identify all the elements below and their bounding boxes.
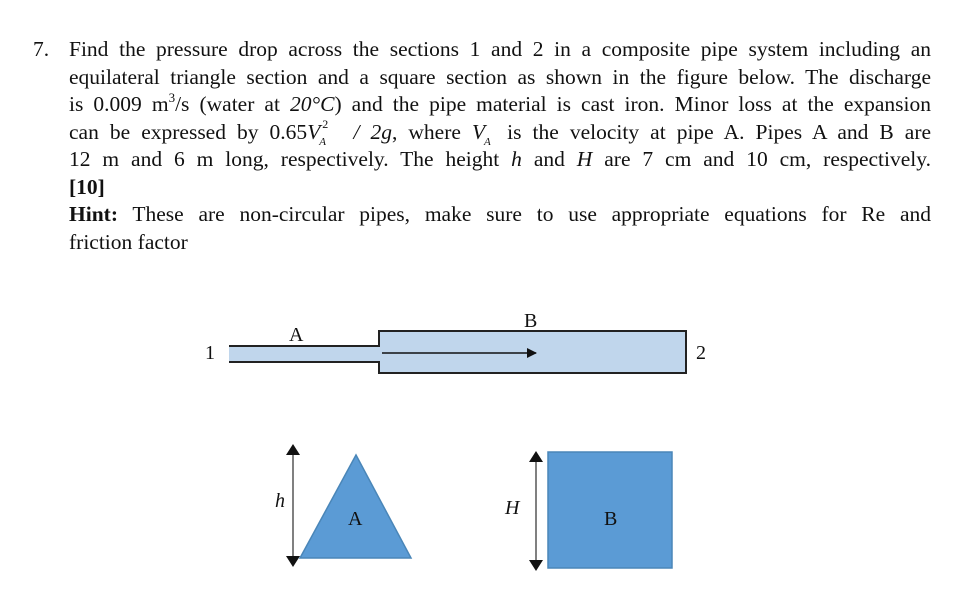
- pipe-a: [229, 346, 379, 362]
- pipe-b-label: B: [524, 310, 538, 332]
- statement-line-2: equilateral triangle section and a square section as shown in the figure below. The discharge: [69, 64, 931, 89]
- h-label: h: [275, 490, 285, 512]
- section-1-label: 1: [205, 342, 215, 364]
- statement-line-5: 12 m and 6 m long, respectively. The height h and H are 7 cm and 10 cm, respectively.: [69, 147, 931, 171]
- hint-line-2: friction factor: [69, 229, 188, 254]
- hint-line-1: Hint: These are non-circular pipes, make sure to use appropriate equations for Re and: [69, 202, 931, 226]
- marks: [10]: [69, 174, 105, 199]
- statement-line-1: Find the pressure drop across the sections 1 and 2 in a composite pipe system including an: [69, 37, 931, 61]
- pipe-a-label: A: [289, 324, 304, 346]
- hint-label: Hint:: [69, 202, 118, 226]
- H-label: H: [505, 497, 520, 519]
- statement-line-3: is 0.009 $m^3/s$ (water at 20°C) and the pipe material is cast iron. Minor loss at the expansion: [69, 89, 931, 116]
- statement-line-4: can be expressed by 0.65V 2 A / 2g, where V A is the velocity at pipe A. Pipes A and B are: [69, 116, 932, 148]
- velocity-a-squared: V 2 A: [307, 116, 329, 148]
- temperature: 20°C: [290, 92, 335, 116]
- pipe-b: [379, 331, 686, 373]
- triangle-section-a: [300, 455, 411, 558]
- square-label: B: [604, 508, 618, 530]
- velocity-a: V A: [471, 119, 491, 148]
- problem-number: 7.: [33, 37, 50, 61]
- section-2-label: 2: [696, 342, 706, 364]
- triangle-label: A: [348, 508, 363, 530]
